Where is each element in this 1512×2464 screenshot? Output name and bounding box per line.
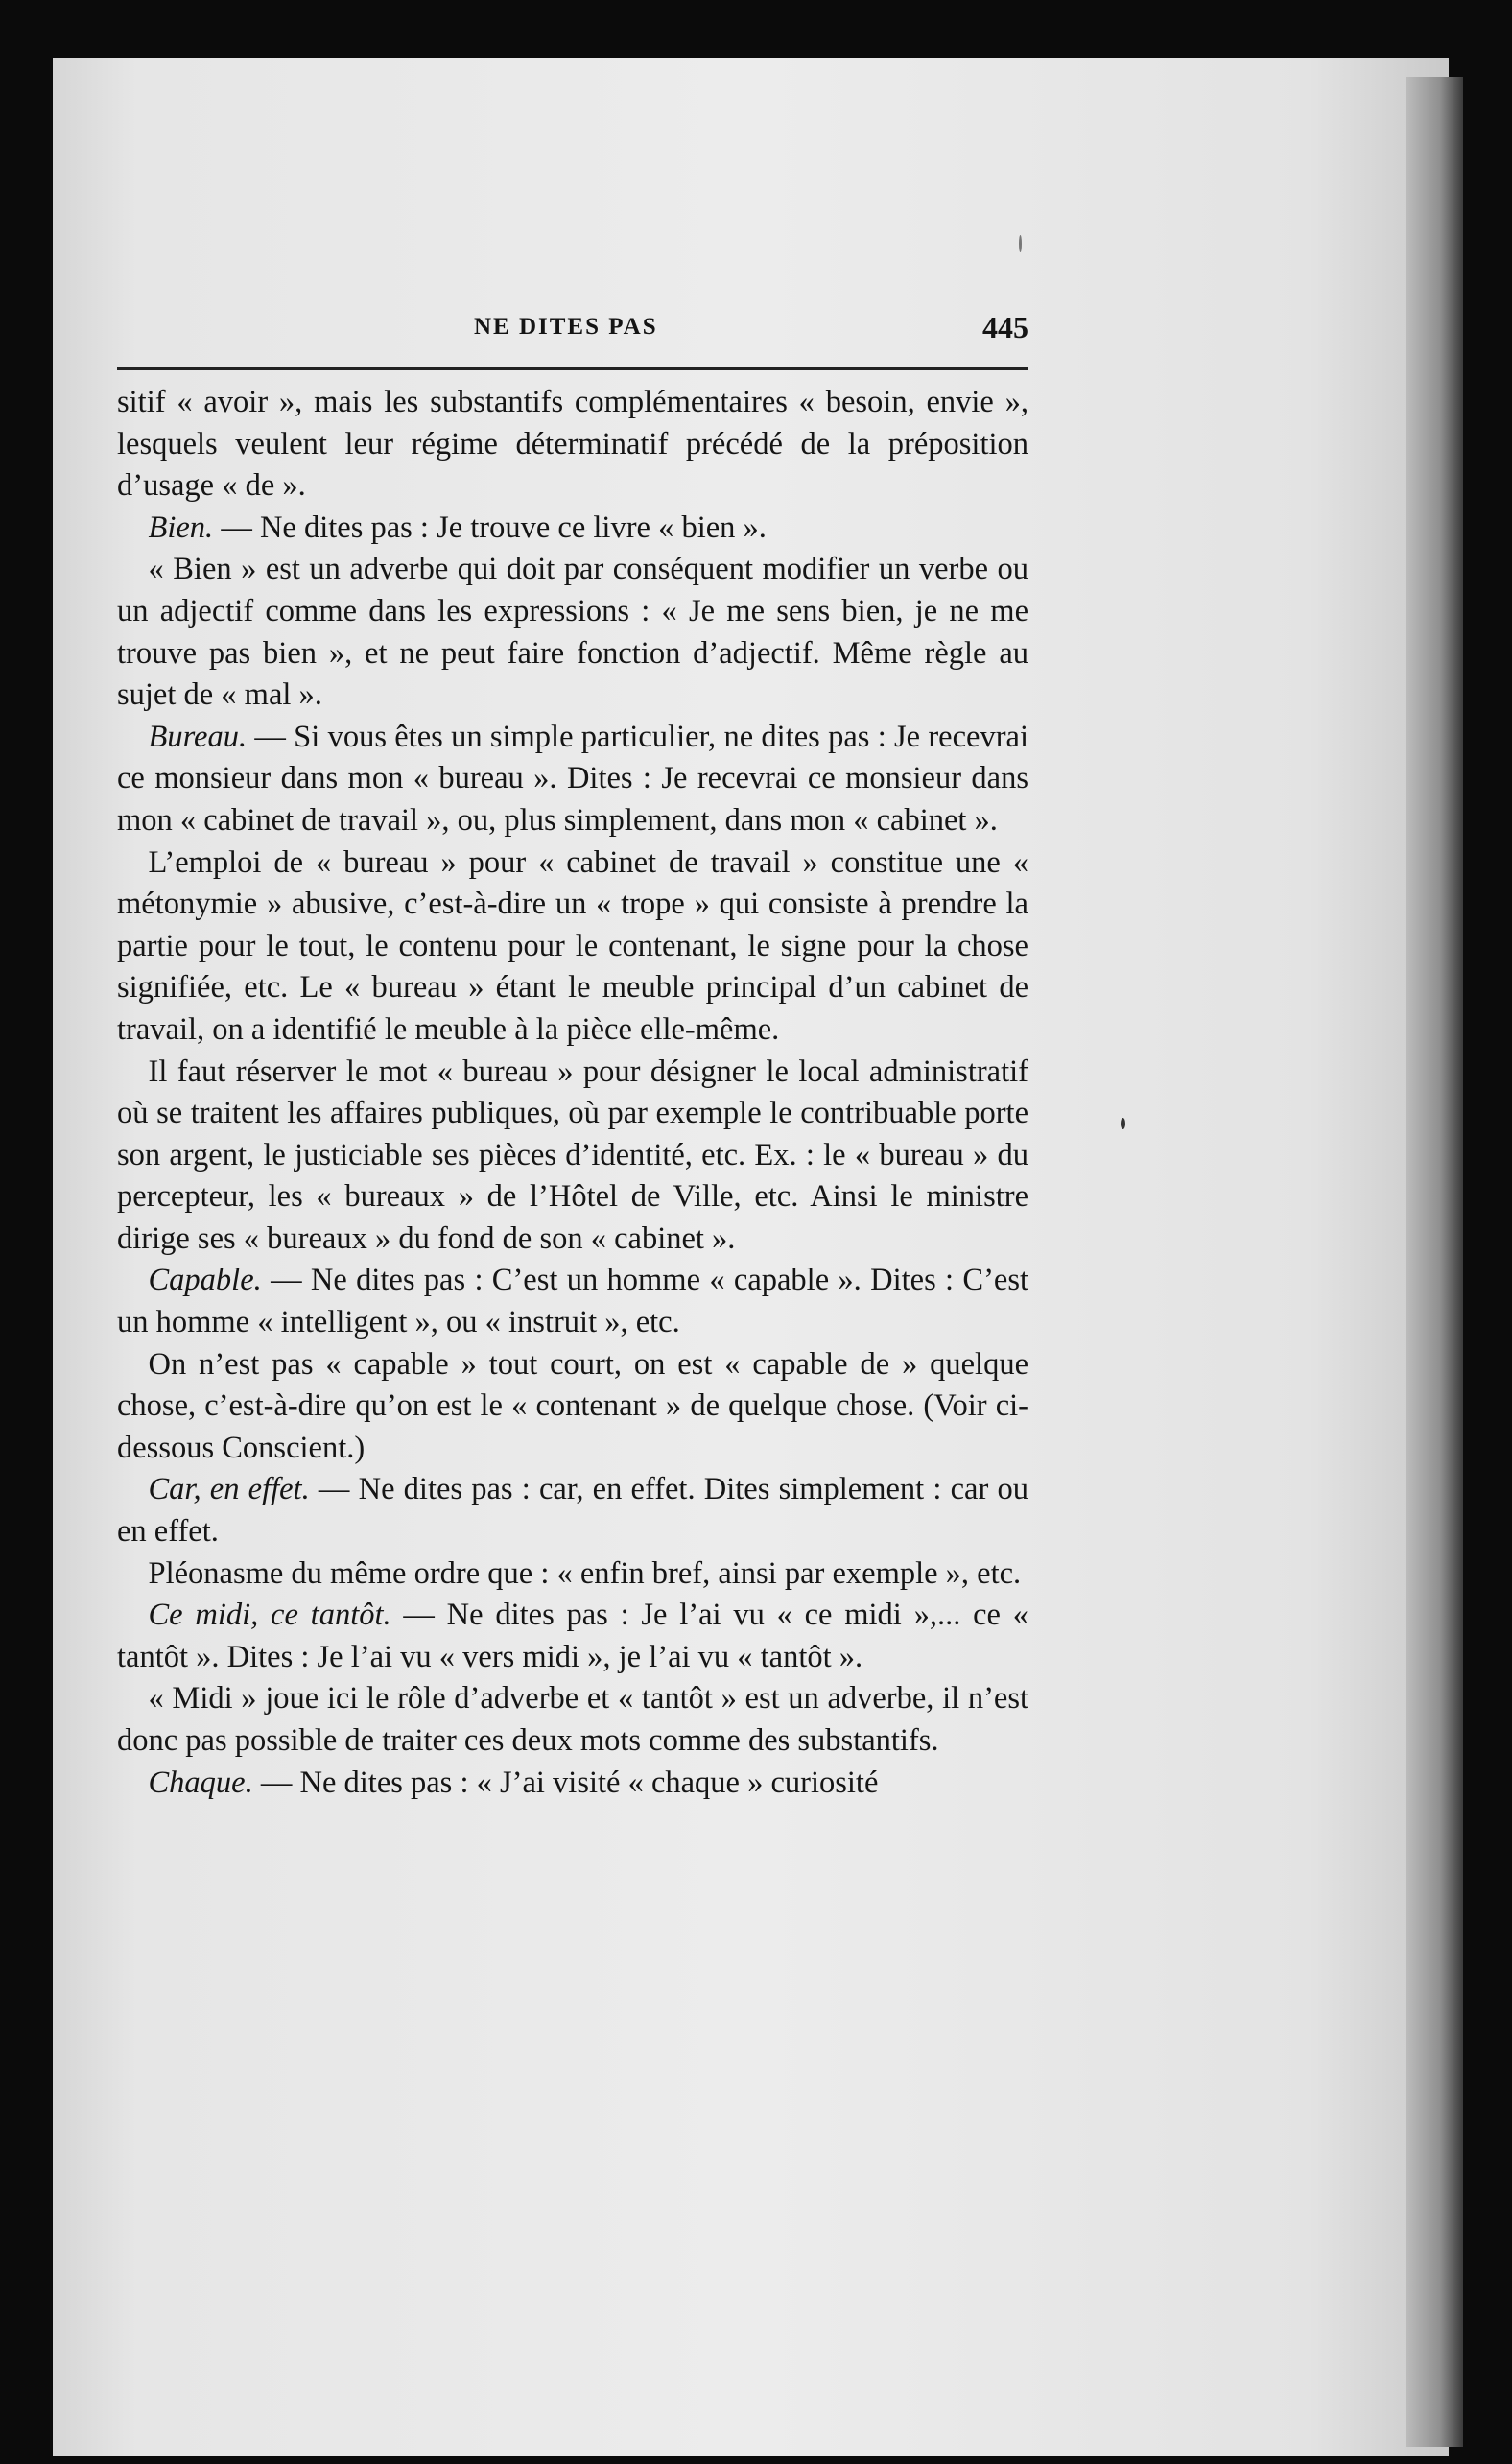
- paragraph: L’emploi de « bureau » pour « cabinet de travail » constitue une « métonymie » abusive, c’est-à-dire un « trope » qui consiste à prendre la partie pour le tout, le contenu pour le contenant, le signe pour la chose signifiée, etc. Le « bureau » étant le meuble principal d’un cabinet de travail, on a identifié le meuble à la pièce elle-même.: [117, 844, 1028, 1047]
- paragraph: sitif « avoir », mais les substantifs complémentaires « besoin, envie », lesquels veulent leur régime déterminatif précédé de la préposition d’usage « de ».: [117, 385, 1028, 504]
- entry-term: Chaque.: [148, 1765, 253, 1800]
- ink-speck: [1019, 235, 1022, 252]
- entry-term: Car, en effet.: [148, 1472, 310, 1507]
- body-text: [117, 382, 1028, 1804]
- paragraph: On n’est pas « capable » tout court, on est « capable de » quelque chose, c’est-à-dire qu’on est le « contenant » de quelque chose. (Voir ci-dessous Conscient.): [117, 1346, 1028, 1465]
- entry-term: Bien.: [148, 509, 214, 545]
- paragraph: Il faut réserver le mot « bureau » pour désigner le local administratif où se traitent les affaires publiques, où par exemple le contribuable porte son argent, le justiciable ses pièces d’identité, etc. Ex. : le « bureau » du percepteur, les « bureaux » de l’Hôtel de Ville, etc. Ainsi le ministre dirige ses « bureaux » du fond de son « cabinet ».: [117, 1054, 1028, 1256]
- header-rule: [117, 367, 1028, 370]
- entry-term: Ce midi, ce tantôt.: [148, 1598, 391, 1633]
- paragraph: Ce midi, ce tantôt. — Ne dites pas : Je l’ai vu « ce midi »,... ce « tantôt ». Dites : Je l’ai vu « vers midi », je l’ai vu « tantôt ».: [117, 1598, 1028, 1674]
- page-edge: [1406, 77, 1463, 2447]
- paragraph: « Midi » joue ici le rôle d’adverbe et « tantôt » est un adverbe, il n’est donc pas possible de traiter ces deux mots comme des substantifs.: [117, 1681, 1028, 1758]
- paragraph: Bureau. — Si vous êtes un simple particulier, ne dites pas : Je recevrai ce monsieur dans mon « bureau ». Dites : Je recevrai ce monsieur dans mon « cabinet de travail », ou, plus simplement, dans mon « cabinet ».: [117, 719, 1028, 838]
- page-header: [117, 310, 1028, 358]
- paragraph: Bien. — Ne dites pas : Je trouve ce livre « bien ».: [148, 509, 767, 545]
- ink-speck: [1121, 1118, 1125, 1129]
- paragraph: Car, en effet. — Ne dites pas : car, en effet. Dites simplement : car ou en effet.: [117, 1472, 1028, 1550]
- page-number: 445: [982, 310, 1028, 344]
- running-title: NE DITES PAS: [474, 314, 658, 340]
- paragraph: Pléonasme du même ordre que : « enfin bref, ainsi par exemple », etc.: [148, 1555, 1022, 1591]
- entry-term: Bureau.: [148, 719, 248, 754]
- paragraph: Capable. — Ne dites pas : C’est un homme « capable ». Dites : C’est un homme « intelligent », ou « instruit », etc.: [117, 1263, 1028, 1340]
- entry-term: Capable.: [148, 1263, 262, 1298]
- paragraph: Chaque. — Ne dites pas : « J’ai visité « chaque » curiosité: [148, 1765, 879, 1800]
- paragraph: « Bien » est un adverbe qui doit par conséquent modifier un verbe ou un adjectif comme dans les expressions : « Je me sens bien, je ne me trouve pas bien », et ne peut faire fonction d’adjectif. Même règle au sujet de « mal ».: [117, 552, 1028, 713]
